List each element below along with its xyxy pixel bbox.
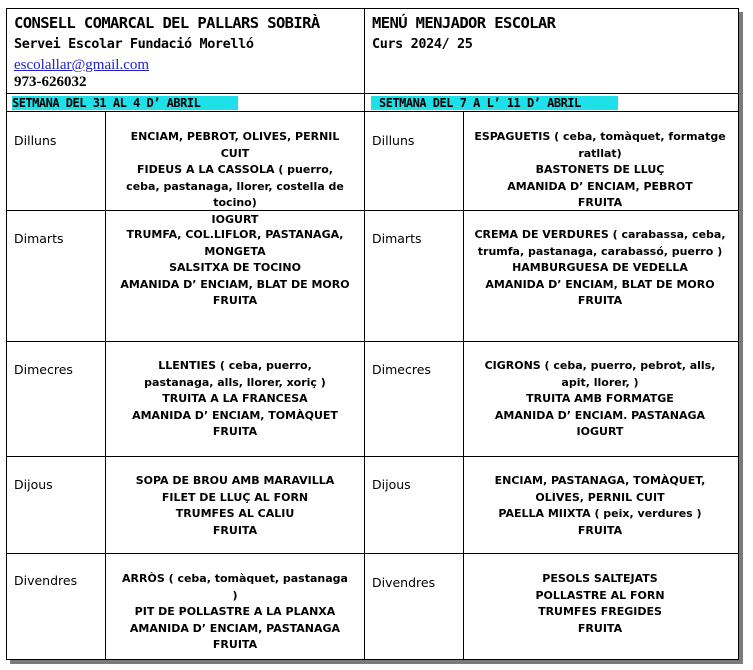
row-divider-2 [6, 341, 739, 342]
menu-line: FRUITA [212, 425, 258, 438]
menu-line: FILET DE LLUÇ AL FORN [161, 490, 309, 504]
menu-line: FRUITA [212, 638, 258, 651]
day-label-week1: Dimarts [14, 231, 64, 246]
day-label-week2: Divendres [372, 575, 436, 590]
menu-line: ENCIAM, PASTANAGA, TOMÀQUET, OLIVES, PERNIL CUIT [494, 474, 706, 504]
menu-line: PIT DE POLLASTRE A LA PLANXA [134, 605, 336, 618]
menu-line: PAELLA MIIXTA ( peix, verdures ) [498, 507, 702, 520]
day-column-divider-1 [105, 112, 106, 660]
day-label-week2: Dilluns [372, 133, 415, 148]
center-divider [364, 8, 365, 660]
day-label-week1: Dimecres [14, 362, 73, 377]
page-title: MENÚ MENJADOR ESCOLAR [372, 14, 556, 32]
menu-line: IOGURT [211, 212, 259, 226]
menu-line: TRUMFA, COL.LIFLOR, PASTANAGA, MONGETA [126, 228, 344, 258]
menu-line: PESOLS SALTEJATS [542, 572, 658, 585]
menu-line: ESPAGUETIS ( ceba, tomàquet, formatge ratllat) [474, 130, 726, 160]
menu-line: SALSITXA DE TOCINO [169, 261, 301, 274]
day-label-week1: Dijous [14, 477, 53, 492]
menu-line: LLENTIES ( ceba, puerro, pastanaga, alls, llorer, xoriç ) [144, 359, 326, 389]
menu-line: AMANIDA D’ ENCIAM, PASTANAGA [129, 621, 341, 635]
frame-shadow-bottom [10, 660, 743, 664]
menu-cell [120, 227, 350, 310]
week-divider [6, 111, 739, 112]
week-2-header: SETMANA DEL 7 A L’ 11 D’ ABRIL [371, 96, 618, 110]
course-year: Curs 2024/ 25 [372, 36, 473, 52]
menu-cell [120, 358, 350, 441]
menu-line: BASTONETS DE LLUÇ [535, 163, 665, 176]
week-1-header: SETMANA DEL 31 AL 4 D’ ABRIL [12, 96, 238, 110]
menu-cell [466, 571, 734, 637]
menu-line: FRUITA [577, 621, 623, 635]
email-link[interactable]: escolallar@gmail.com [14, 57, 150, 73]
phone-number: 973-626032 [14, 74, 87, 90]
day-column-divider-2 [463, 112, 464, 660]
menu-cell [466, 129, 734, 212]
row-divider-4 [6, 553, 739, 554]
menu-line: TRUITA AMB FORMATGE [526, 392, 674, 405]
menu-cell [120, 571, 350, 654]
menu-line: FIDEUS A LA CASSOLA ( puerro, ceba, pastanaga, llorer, costella de tocino) [126, 163, 344, 209]
day-label-week2: Dijous [372, 477, 411, 492]
menu-line: FRUITA [212, 294, 258, 307]
header-divider [6, 93, 739, 94]
service-name: Servei Escolar Fundació Morelló [14, 36, 254, 52]
menu-line: FRUITA [212, 523, 258, 537]
frame-shadow-right [739, 12, 743, 664]
menu-line: IOGURT [576, 425, 624, 438]
day-label-week2: Dimarts [372, 231, 422, 246]
menu-cell [120, 473, 350, 539]
menu-line: ENCIAM, PEBROT, OLIVES, PERNIL CUIT [130, 130, 340, 160]
menu-line: AMANIDA D’ ENCIAM, PEBROT [507, 179, 693, 193]
menu-line: ARRÒS ( ceba, tomàquet, pastanaga ) [122, 572, 348, 602]
menu-cell [466, 473, 734, 539]
menu-line: AMANIDA D’ ENCIAM. PASTANAGA [494, 408, 706, 422]
menu-line: TRUITA A LA FRANCESA [162, 392, 308, 405]
day-label-week1: Divendres [14, 573, 78, 588]
day-label-week2: Dimecres [372, 362, 431, 377]
menu-line: FRUITA [577, 523, 623, 537]
menu-line: FRUITA [577, 294, 623, 307]
menu-line: FRUITA [577, 196, 623, 209]
menu-cell [466, 227, 734, 310]
menu-line: CIGRONS ( ceba, puerro, pebrot, alls, apit, llorer, ) [484, 359, 716, 389]
menu-line: SOPA DE BROU AMB MARAVILLA [135, 474, 335, 487]
org-name: CONSELL COMARCAL DEL PALLARS SOBIRÀ [14, 14, 320, 32]
menu-line: AMANIDA D’ ENCIAM, TOMÀQUET [132, 408, 338, 422]
menu-line: TRUMFES AL CALIU [175, 507, 295, 520]
menu-line: CREMA DE VERDURES ( carabassa, ceba, trumfa, pastanaga, carabassó, puerro ) [474, 228, 726, 258]
day-label-week1: Dilluns [14, 133, 57, 148]
row-divider-3 [6, 456, 739, 457]
menu-cell [466, 358, 734, 441]
menu-line: TRUMFES FREGIDES [538, 605, 662, 618]
menu-line: HAMBURGUESA DE VEDELLA [512, 261, 688, 274]
menu-line: AMANIDA D’ ENCIAM, BLAT DE MORO [120, 277, 350, 291]
menu-line: POLLASTRE AL FORN [535, 588, 665, 602]
menu-line: AMANIDA D’ ENCIAM, BLAT DE MORO [485, 277, 715, 291]
menu-cell [120, 129, 350, 228]
